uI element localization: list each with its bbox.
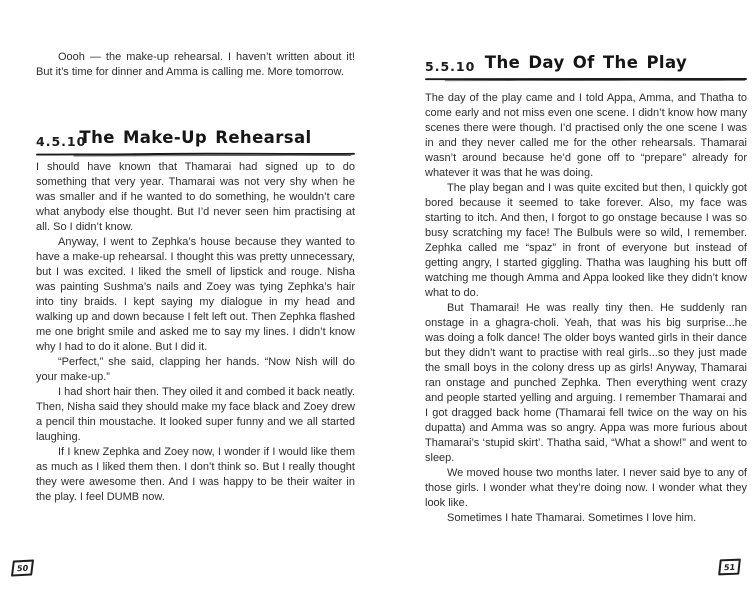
entry-title: The Make-Up Rehearsal (79, 128, 312, 147)
paragraph: I should have known that Thamarai had signed up to do something that very year. Thamarai was not very shy when he was smaller and if he wanted to do something, he wouldn’t care what anybody else thought. But I’d never seen him practising at all. So I didn’t know. (36, 161, 355, 233)
paragraph: The play began and I was quite excited but then, I quickly got bored because it seemed to take forever. Also, my face was starting to itch. And then, I forgot to go onstage because I was so busy scratching my face! The Bulbuls were so wild, I remember. Zephka called me “spaz” in front of everyone but instead of getting angry, I started giggling. Thatha was laughing his butt off watching me though Amma and Appa looked like they didn’t know what to do. (425, 182, 747, 299)
paragraph: “Perfect,” she said, clapping her hands. “Now Nish will do your make-up.” (36, 356, 355, 383)
entry-date: 4.5.10 (36, 134, 87, 149)
heading-underline (425, 76, 747, 82)
entry-date: 5.5.10 (425, 59, 476, 74)
paragraph: But Thamarai! He was really tiny then. He suddenly ran onstage in a ghagra-choli. Yeah, that was his big surprise...he was doing a folk dance! The older boys wanted girls in their dance but they didn’t want to practise with real girls...so they just made the small boys in the colony dress up as girls! Anyway, Thamarai ran onstage and punched Zephka. Then everything went crazy and people started yelling and arguing. I remember Thamarai and I got dragged back home (Thamarai fell twice on the way on his dupatta) and Amma was so angry. Appa was more furious about Thamarai’s ‘stupid skirt’. Thatha said, “What a show!” and went to sleep. (425, 302, 747, 464)
entry-heading-right (425, 53, 747, 82)
paragraph: We moved house two months later. I never said bye to any of those girls. I wonder what they’re doing now. I wonder what they look like. (425, 467, 747, 509)
paragraph: I had short hair then. They oiled it and combed it back neatly. Then, Nisha said they should make my face black and Zoey drew a pencil thin moustache. It looked super funny and we all started laughing. (36, 386, 355, 443)
entry-body-right (425, 91, 747, 526)
paragraph: If I knew Zephka and Zoey now, I wonder if I would like them as much as I liked them then. I don’t think so. But I really thought they were awesome then. And I was happy to be their waiter in the play. I feel DUMB now. (36, 446, 355, 503)
heading-underline (36, 151, 355, 157)
entry-title: The Day Of The Play (484, 53, 688, 72)
entry-body-left (36, 160, 355, 505)
page-left (36, 0, 355, 598)
page-number-left: 50 (11, 559, 34, 576)
page-right (425, 0, 747, 598)
paragraph: The day of the play came and I told Appa, Amma, and Thatha to come early and not miss even one scene. I didn’t know how many scenes there were though. I’d practised only the one scene I was in and they never called me for the other rehearsals. Thamarai wasn’t around because he’d gone off to “prepare” already for whatever it was that he was doing. (425, 92, 747, 179)
paragraph: Sometimes I hate Thamarai. Sometimes I love him. (447, 512, 697, 524)
page-number-right: 51 (718, 559, 741, 576)
paragraph: Anyway, I went to Zephka’s house because they wanted to have a make-up rehearsal. I thought this was pretty unnecessary, but I was excited. I liked the smell of lipstick and rouge. Nisha was painting Sushma’s nails and Zoey was tying Zephka’s hair into tiny braids. I kept saying my dialogue in my head and walking up and down because I felt left out. Then Zephka flashed me one bright smile and asked me to say my lines. I didn’t know why I had to do it alone. But I did it. (36, 236, 355, 353)
continuation-paragraph: Oooh — the make-up rehearsal. I haven’t written about it! But it’s time for dinner and Amma is calling me. More tomorrow. (36, 51, 355, 78)
entry-heading-left (36, 128, 355, 157)
